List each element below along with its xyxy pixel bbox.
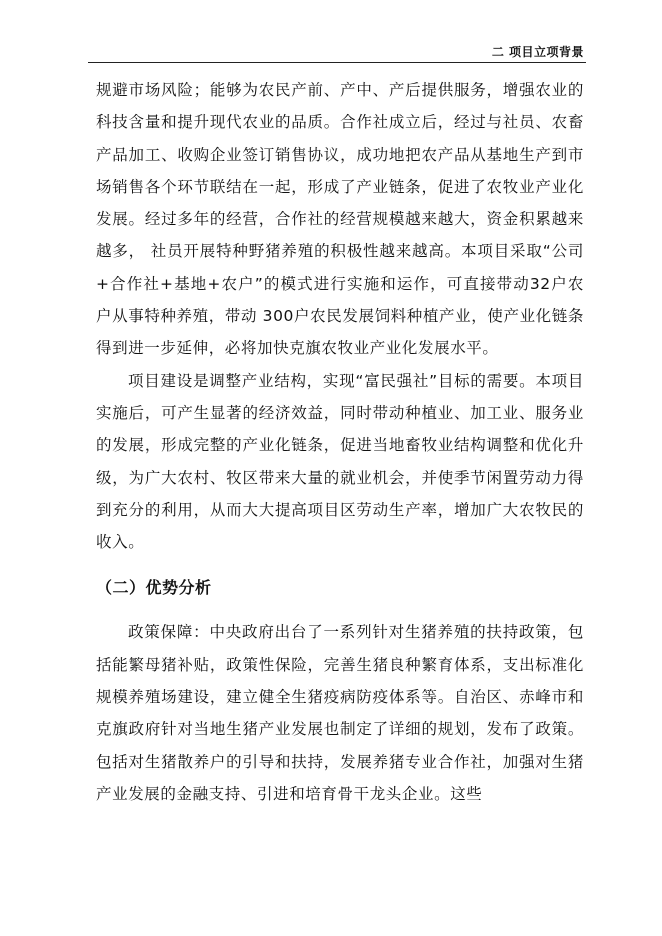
paragraph-continuation: 规避市场风险；能够为农民产前、产中、产后提供服务，增强农业的科技含量和提升现代农业的品质。合作社成立后，经过与社员、农畜产品加工、收购企业签订销售协议，成功地把农产品从基地生产到市场销售各个环节联结在一起，形成了产业链条，促进了农牧业产业化发展。经过多年的经营，合作社的经营规模越来越大，资金积累越来越多， 社员开展特种野猪养殖的积极性越来越高。本项目采取“公司+合作社+基地+农户”的模式进行实施和运作，可直接带动32户农户从事特种养殖，带动 300户农民发展饲料种植产业，使产业化链条得到进一步延伸，必将加快克旗农牧业产业化发展水平。 [96, 81, 584, 358]
header-title: 二 项目立项背景 [491, 45, 584, 59]
paragraph-policy-support: 政策保障：中央政府出台了一系列针对生猪养殖的扶持政策，包括能繁母猪补贴，政策性保险，完善生猪良种繁育体系，支出标准化规模养殖场建设，建立健全生猪疫病防疫体系等。自治区、赤峰市和克旗政府针对当地生猪产业发展也制定了详细的规划，发布了政策。包括对生猪散养户的引导和扶持，发展养猪专业合作社，加强对生猪产业发展的金融支持、引进和培育骨干龙头企业。这些 [96, 623, 584, 803]
paragraph-industry-structure: 项目建设是调整产业结构，实现“富民强社”目标的需要。本项目实施后，可产生显著的经济效益，同时带动种植业、加工业、服务业的发展，形成完整的产业化链条，促进当地畜牧业结构调整和优化升级，为广大农村、牧区带来大量的就业机会，并使季节闲置劳动力得到充分的利用，从而大大提高项目区劳动生产率，增加广大农牧民的收入。 [96, 371, 584, 552]
document-body [96, 74, 584, 810]
section-heading: （二）优势分析 [96, 578, 212, 598]
page-header [88, 40, 586, 63]
